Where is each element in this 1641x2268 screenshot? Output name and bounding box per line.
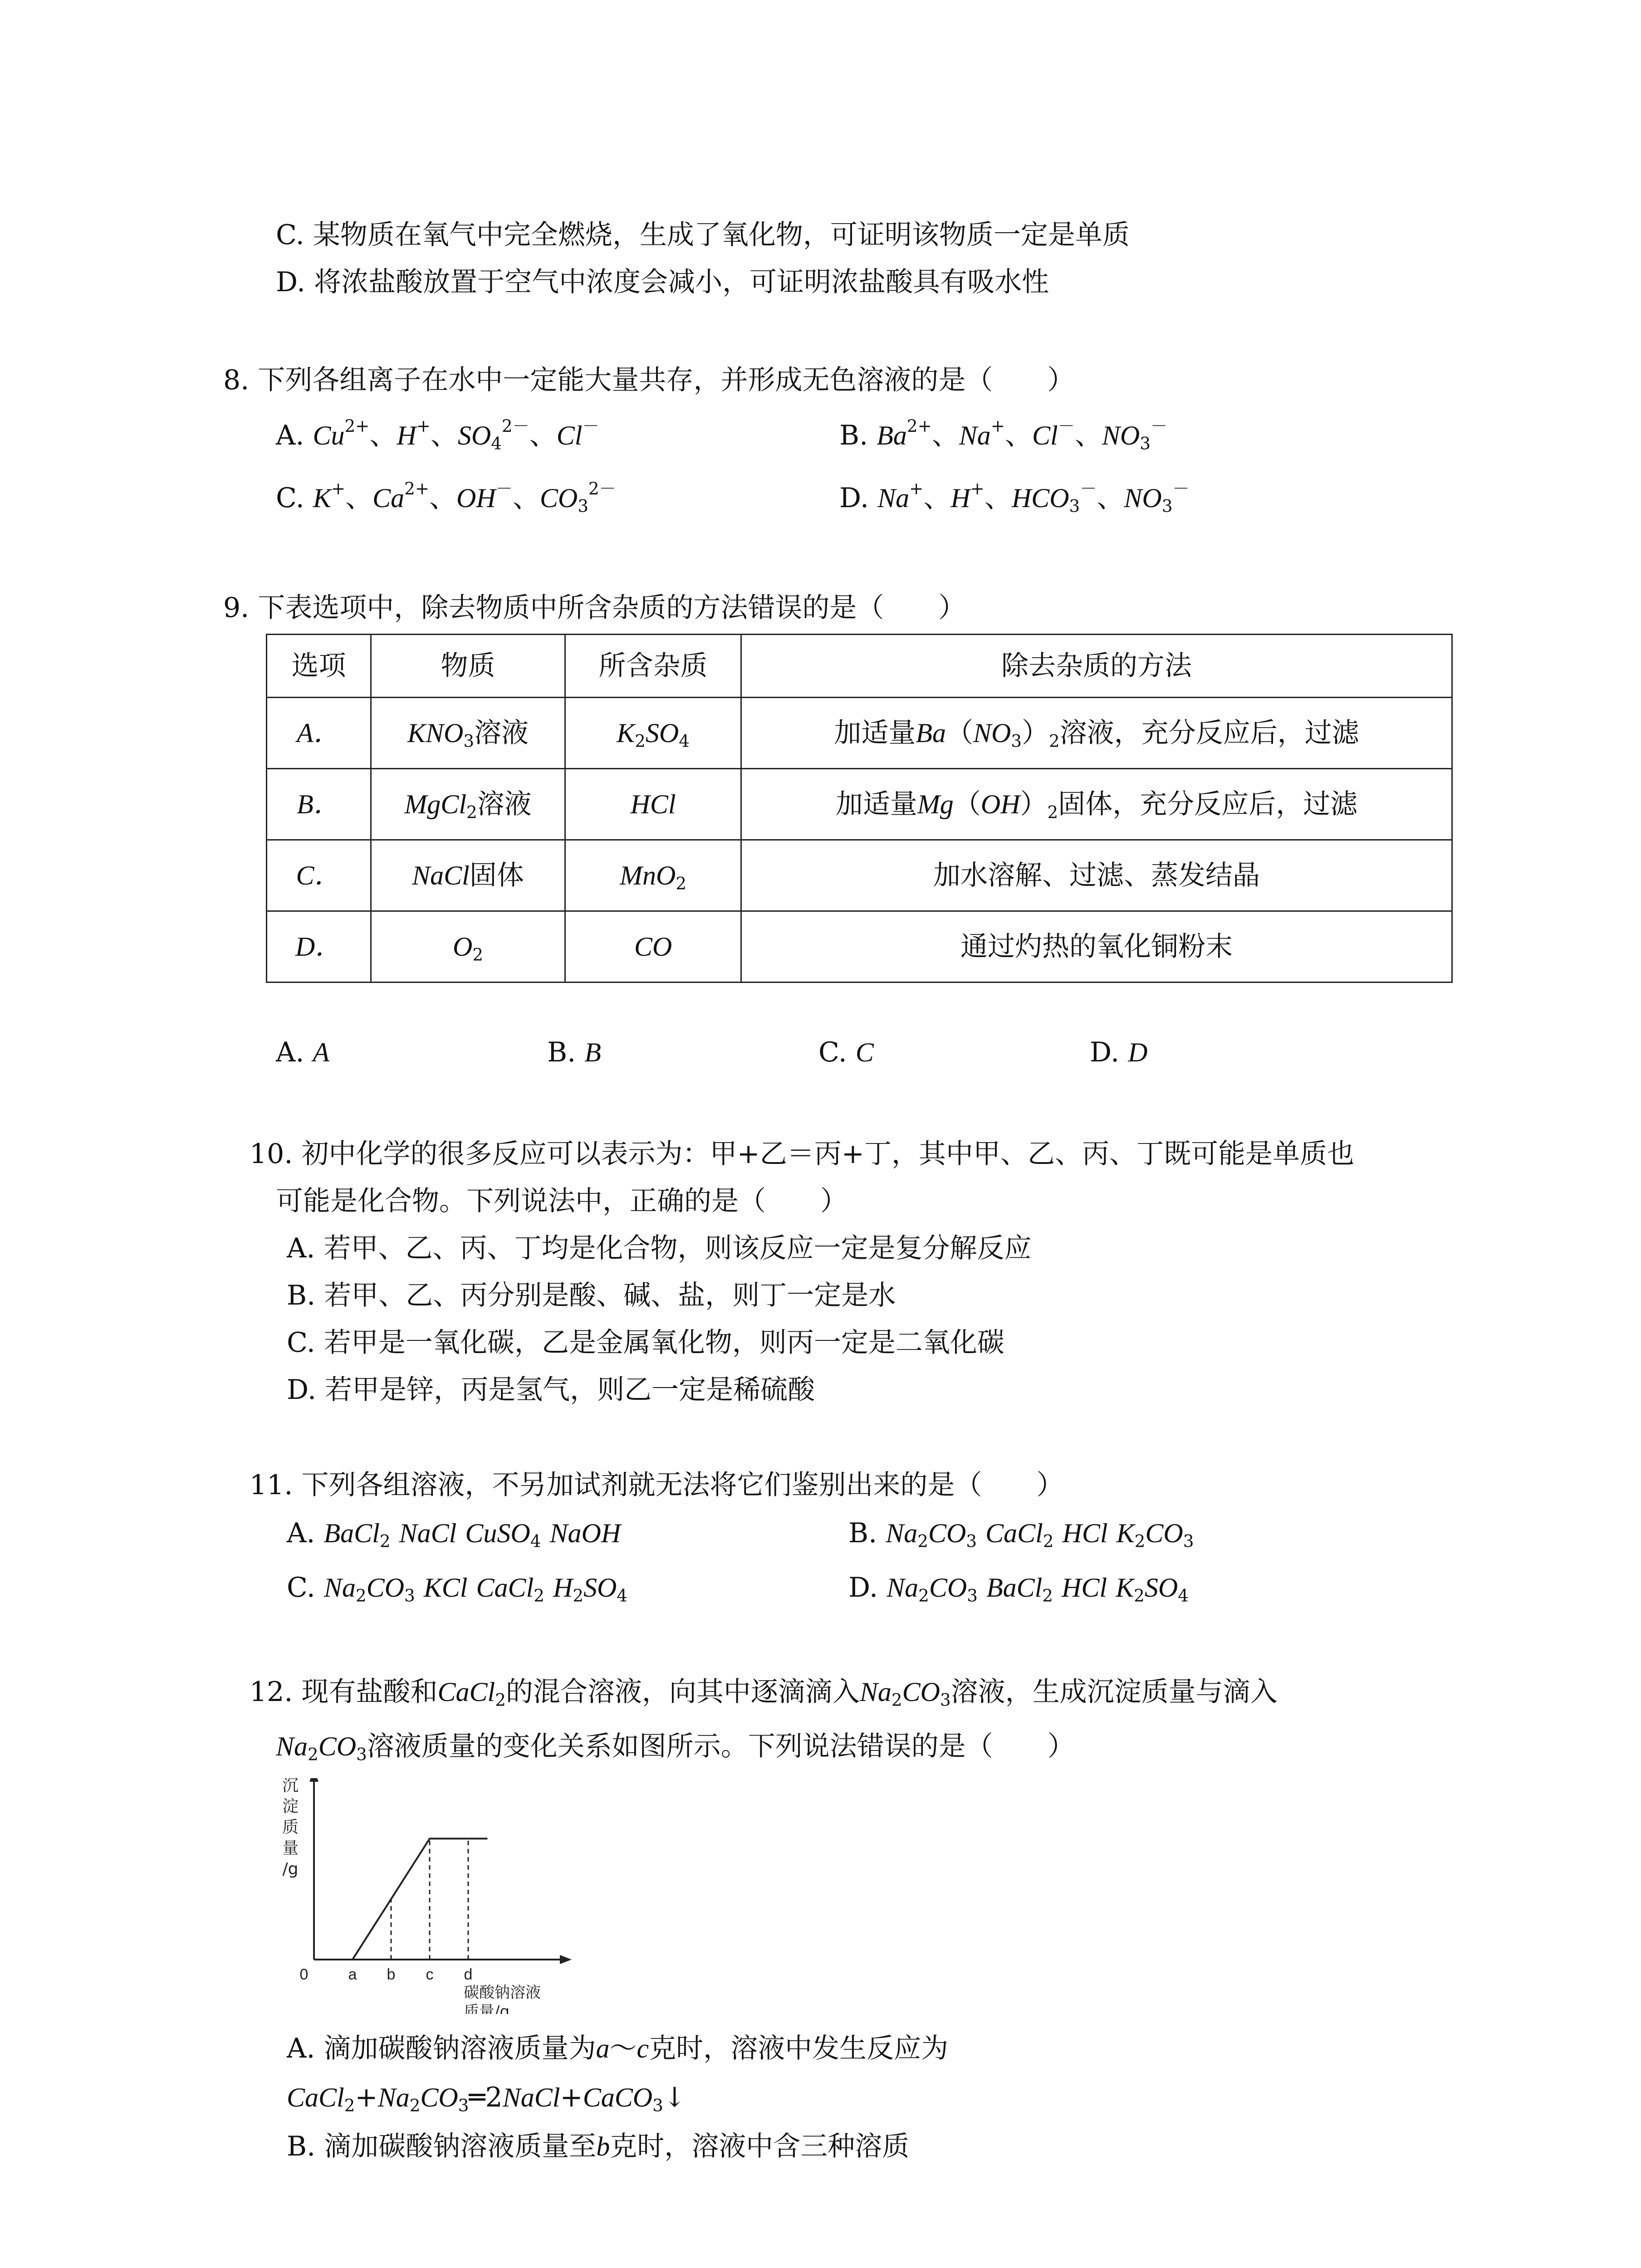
q9-stem: 9. 下表选项中，除去物质中所含杂质的方法错误的是（ ） bbox=[223, 592, 966, 624]
y-axis-label: /g bbox=[282, 1860, 299, 1878]
row-label: D． bbox=[267, 911, 371, 982]
y-axis-label: 淀 bbox=[282, 1797, 299, 1816]
q9-choice-d: D. D bbox=[1090, 1036, 1148, 1068]
q11-option-d: D. $Na_2CO_3$ BaCl$_2$ HCl $K_2SO_4$ bbox=[848, 1572, 1189, 1606]
y-axis-label: 质 bbox=[282, 1818, 299, 1837]
q8-option-c: C. K+、$Ca^{2+}$、OH－、$CO_3^{2-}$ bbox=[276, 479, 616, 516]
table-cell: $O_2$ bbox=[371, 911, 565, 982]
q11-option-b: B. $Na_2CO_3$ CaCl$_2$ HCl $K_2CO_3$ bbox=[848, 1517, 1194, 1551]
q12-stem-line1: 12. 现有盐酸和CaCl$_2$的混合溶液，向其中逐滴滴入$Na_2CO_3$溶液，生成沉淀质量与滴入 bbox=[250, 1676, 1278, 1710]
q9-choice-c: C. C bbox=[818, 1036, 874, 1068]
q11-stem: 11. 下列各组溶液，不另加试剂就无法将它们鉴别出来的是（ ） bbox=[250, 1469, 1064, 1501]
table-cell: 通过灼热的氧化铜粉末 bbox=[741, 911, 1452, 982]
q8-option-b: B. $Ba^{2+}$、Na+、Cl－、$NO_3^-$ bbox=[839, 416, 1168, 454]
q12-stem-line2: $Na_2CO_3$溶液质量的变化关系如图所示。下列说法错误的是（ ） bbox=[276, 1730, 1075, 1765]
table-row bbox=[267, 769, 1452, 840]
x-axis-arrow bbox=[560, 1955, 572, 1964]
table-cell: MgCl$_2$溶液 bbox=[371, 769, 565, 840]
x-tick-label: a bbox=[348, 1966, 357, 1983]
q9-choice-b: B. B bbox=[547, 1036, 601, 1068]
table-cell: CO bbox=[565, 911, 741, 982]
table-row bbox=[267, 840, 1452, 911]
precipitate-chart bbox=[263, 1778, 572, 2014]
q9-choice-a: A. A bbox=[276, 1036, 330, 1068]
x-axis-label: 碳酸钠溶液 bbox=[464, 1984, 541, 2002]
q12-option-b: B. 滴加碳酸钠溶液质量至b克时，溶液中含三种溶质 bbox=[287, 2131, 910, 2162]
q10-stem-line2: 可能是化合物。下列说法中，正确的是（ ） bbox=[276, 1185, 847, 1217]
q9-table bbox=[266, 634, 1453, 983]
x-tick-label: c bbox=[426, 1966, 434, 1983]
q12-option-a-equation: $CaCl_2+Na_2CO_3═2NaCl+CaCO_3↓$ bbox=[287, 2082, 686, 2116]
table-cell: 加适量$Ba(NO_3)_2$溶液，充分反应后，过滤 bbox=[741, 698, 1452, 769]
table-header: 除去杂质的方法 bbox=[741, 635, 1452, 698]
origin-label: 0 bbox=[299, 1966, 309, 1983]
q8-option-a: A. $Cu^{2+}$、H+、$SO_4^{2-}$、Cl－ bbox=[276, 416, 599, 454]
table-row bbox=[267, 698, 1452, 769]
table-header: 物质 bbox=[371, 635, 565, 698]
q10-option-b: B. 若甲、乙、丙分别是酸、碱、盐，则丁一定是水 bbox=[287, 1280, 896, 1311]
q7-option-d: D. 将浓盐酸放置于空气中浓度会减小，可证明浓盐酸具有吸水性 bbox=[276, 266, 1049, 298]
q8-stem: 8. 下列各组离子在水中一定能大量共存，并形成无色溶液的是（ ） bbox=[223, 364, 1075, 396]
table-cell: MnO$_2$ bbox=[565, 840, 741, 911]
y-axis-label: 量 bbox=[282, 1839, 299, 1857]
table-cell: NaCl固体 bbox=[371, 840, 565, 911]
x-tick-label: b bbox=[387, 1966, 396, 1983]
table-header-row bbox=[267, 635, 1452, 698]
chart-svg bbox=[263, 1778, 572, 2014]
q10-stem-line1: 10. 初中化学的很多反应可以表示为：甲+乙＝丙+丁，其中甲、乙、丙、丁既可能是单质也 bbox=[250, 1138, 1355, 1170]
x-axis-label: 质量/g bbox=[464, 2003, 510, 2014]
table-cell: $K_2SO_4$ bbox=[565, 698, 741, 769]
q11-option-a: A. BaCl$_2$ NaCl CuSO$_4$ NaOH bbox=[287, 1517, 621, 1551]
q10-option-a: A. 若甲、乙、丙、丁均是化合物，则该反应一定是复分解反应 bbox=[287, 1232, 1032, 1264]
table-header: 所含杂质 bbox=[565, 635, 741, 698]
table-cell: HCl bbox=[565, 769, 741, 840]
row-label: A． bbox=[267, 698, 371, 769]
x-tick-label: d bbox=[464, 1966, 473, 1983]
table-cell: 加适量$Mg(OH)_2$固体，充分反应后，过滤 bbox=[741, 769, 1452, 840]
table-header: 选项 bbox=[267, 635, 371, 698]
table-cell: $KNO_3$溶液 bbox=[371, 698, 565, 769]
y-axis-arrow bbox=[309, 1778, 318, 1782]
row-label: C． bbox=[267, 840, 371, 911]
q10-option-c: C. 若甲是一氧化碳，乙是金属氧化物，则丙一定是二氧化碳 bbox=[287, 1327, 1004, 1359]
q10-option-d: D. 若甲是锌，丙是氢气，则乙一定是稀硫酸 bbox=[287, 1374, 815, 1406]
y-axis-label: 沉 bbox=[282, 1778, 299, 1795]
table-cell: 加水溶解、过滤、蒸发结晶 bbox=[741, 840, 1452, 911]
table-row bbox=[267, 911, 1452, 982]
q7-option-c: C. 某物质在氧气中完全燃烧，生成了氧化物，可证明该物质一定是单质 bbox=[276, 219, 1130, 251]
q11-option-c: C. $Na_2CO_3$ KCl CaCl$_2$ $H_2SO_4$ bbox=[287, 1572, 628, 1606]
row-label: B． bbox=[267, 769, 371, 840]
q8-option-d: D. Na+、H+、$HCO_3^-$、$NO_3^-$ bbox=[839, 479, 1190, 516]
series-line bbox=[314, 1838, 488, 1960]
q12-option-a-line1: A. 滴加碳酸钠溶液质量为a～c克时，溶液中发生反应为 bbox=[287, 2033, 949, 2064]
